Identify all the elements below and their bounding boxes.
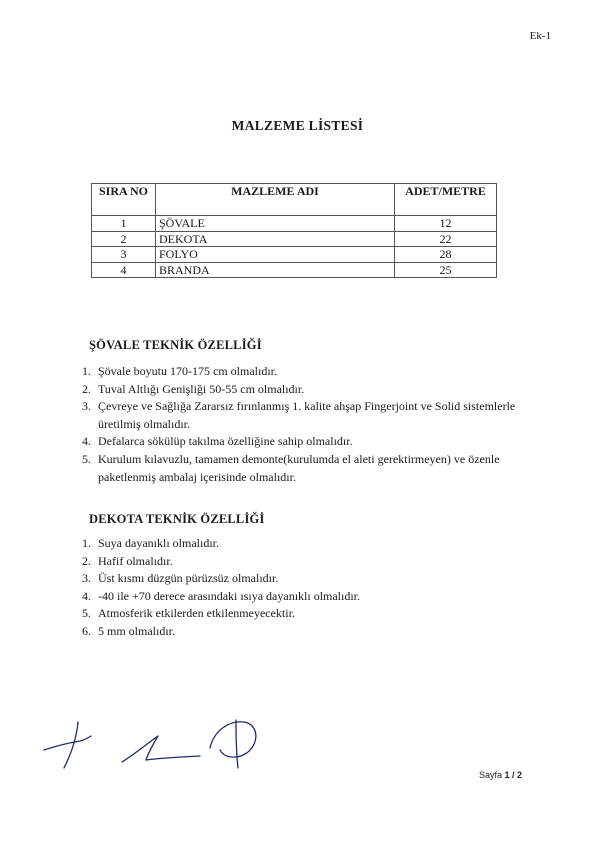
- list-item: [82, 381, 522, 399]
- list-item: [82, 398, 522, 433]
- signature-stroke: [236, 720, 238, 768]
- list-item: [82, 363, 522, 381]
- list-item-number: 6.: [82, 623, 91, 638]
- row-quantity: 28: [395, 247, 497, 263]
- header-adet-metre: ADET/METRE: [395, 184, 497, 216]
- list-item-text: Çevreye ve Sağlığa Zararsız fırınlanmış 1. kalite ahşap Fingerjoint ve Solid sistemlerle üretilmiş olmalıdır.: [98, 399, 516, 431]
- list-item-text: Suya dayanıklı olmalıdır.: [98, 536, 219, 550]
- row-material-name: FOLYO: [156, 247, 395, 263]
- page-number-label: Sayfa: [478, 770, 502, 780]
- table-row: [92, 231, 497, 247]
- row-number: 2: [92, 231, 156, 247]
- list-item-number: 4.: [82, 588, 91, 603]
- header-sira-no: SIRA NO: [92, 184, 156, 216]
- list-item-text: Atmosferik etkilerden etkilenmeyecektir.: [98, 606, 295, 621]
- list-item-number: 3.: [82, 571, 91, 586]
- dekota-spec-list: [82, 535, 522, 641]
- list-item: [82, 553, 522, 571]
- sovale-spec-list: [82, 363, 522, 486]
- list-item: [82, 451, 522, 486]
- signature-stroke: [122, 736, 200, 762]
- list-item: [82, 570, 522, 588]
- table-row: [92, 247, 497, 263]
- signature-stroke: [44, 736, 91, 750]
- list-item-number: 5.: [82, 606, 91, 621]
- list-item: [82, 623, 522, 641]
- row-quantity: 22: [395, 231, 497, 247]
- list-item-number: 2.: [82, 553, 91, 568]
- list-item-number: 4.: [82, 434, 91, 449]
- document-title: MALZEME LİSTESİ: [231, 118, 364, 133]
- signature-stroke: [64, 722, 78, 768]
- page-number-value: 1 / 2: [504, 770, 522, 780]
- list-item: [82, 588, 522, 606]
- list-item-number: 3.: [82, 399, 91, 414]
- row-material-name: ŞÖVALE: [156, 216, 395, 232]
- row-quantity: 12: [395, 216, 497, 232]
- list-item-number: 1.: [82, 536, 91, 550]
- list-item: [82, 433, 522, 451]
- table-row: [92, 216, 497, 232]
- list-item-number: 1.: [82, 364, 91, 378]
- list-item: [82, 535, 522, 553]
- annex-label: Ek-1: [529, 30, 551, 42]
- list-item-number: 5.: [82, 451, 91, 466]
- list-item-text: Tuval Altlığı Genişliği 50-55 cm olmalıdır.: [98, 381, 305, 396]
- list-item-text: Kurulum kılavuzlu, tamamen demonte(kurulumda el aleti gerektirmeyen) ve özenle paketlenmiş ambalaj içerisinde olmalıdır.: [98, 451, 500, 484]
- list-item-text: Hafif olmalıdır.: [98, 553, 173, 568]
- list-item-text: 5 mm olmalıdır.: [98, 623, 175, 638]
- list-item-text: Defalarca sökülüp takılma özelliğine sahip olmalıdır.: [98, 434, 353, 449]
- row-quantity: 25: [395, 262, 497, 278]
- page-number: [479, 770, 522, 780]
- row-number: 3: [92, 247, 156, 263]
- header-malzeme-adi: MAZLEME ADI: [156, 184, 395, 216]
- list-item: [82, 605, 522, 623]
- list-item-number: 2.: [82, 381, 91, 396]
- list-item-text: -40 ile +70 derece arasındaki ısıya dayanıklı olmalıdır.: [98, 588, 361, 603]
- row-number: 4: [92, 262, 156, 278]
- dekota-spec-heading: DEKOTA TEKNİK ÖZELLİĞİ: [89, 512, 265, 526]
- list-item-text: Üst kısmı düzgün pürüzsüz olmalıdır.: [98, 571, 279, 586]
- table-row: [92, 262, 497, 278]
- row-number: 1: [92, 216, 156, 232]
- list-item-text: Şövale boyutu 170-175 cm olmalıdır.: [98, 364, 277, 378]
- materials-table: [91, 183, 497, 278]
- row-material-name: DEKOTA: [156, 231, 395, 247]
- signature-stroke: [210, 722, 256, 757]
- table-header-row: [92, 184, 497, 216]
- row-material-name: BRANDA: [156, 262, 395, 278]
- signature-image: [40, 712, 280, 782]
- sovale-spec-heading: ŞÖVALE TEKNİK ÖZELLİĞİ: [89, 338, 262, 352]
